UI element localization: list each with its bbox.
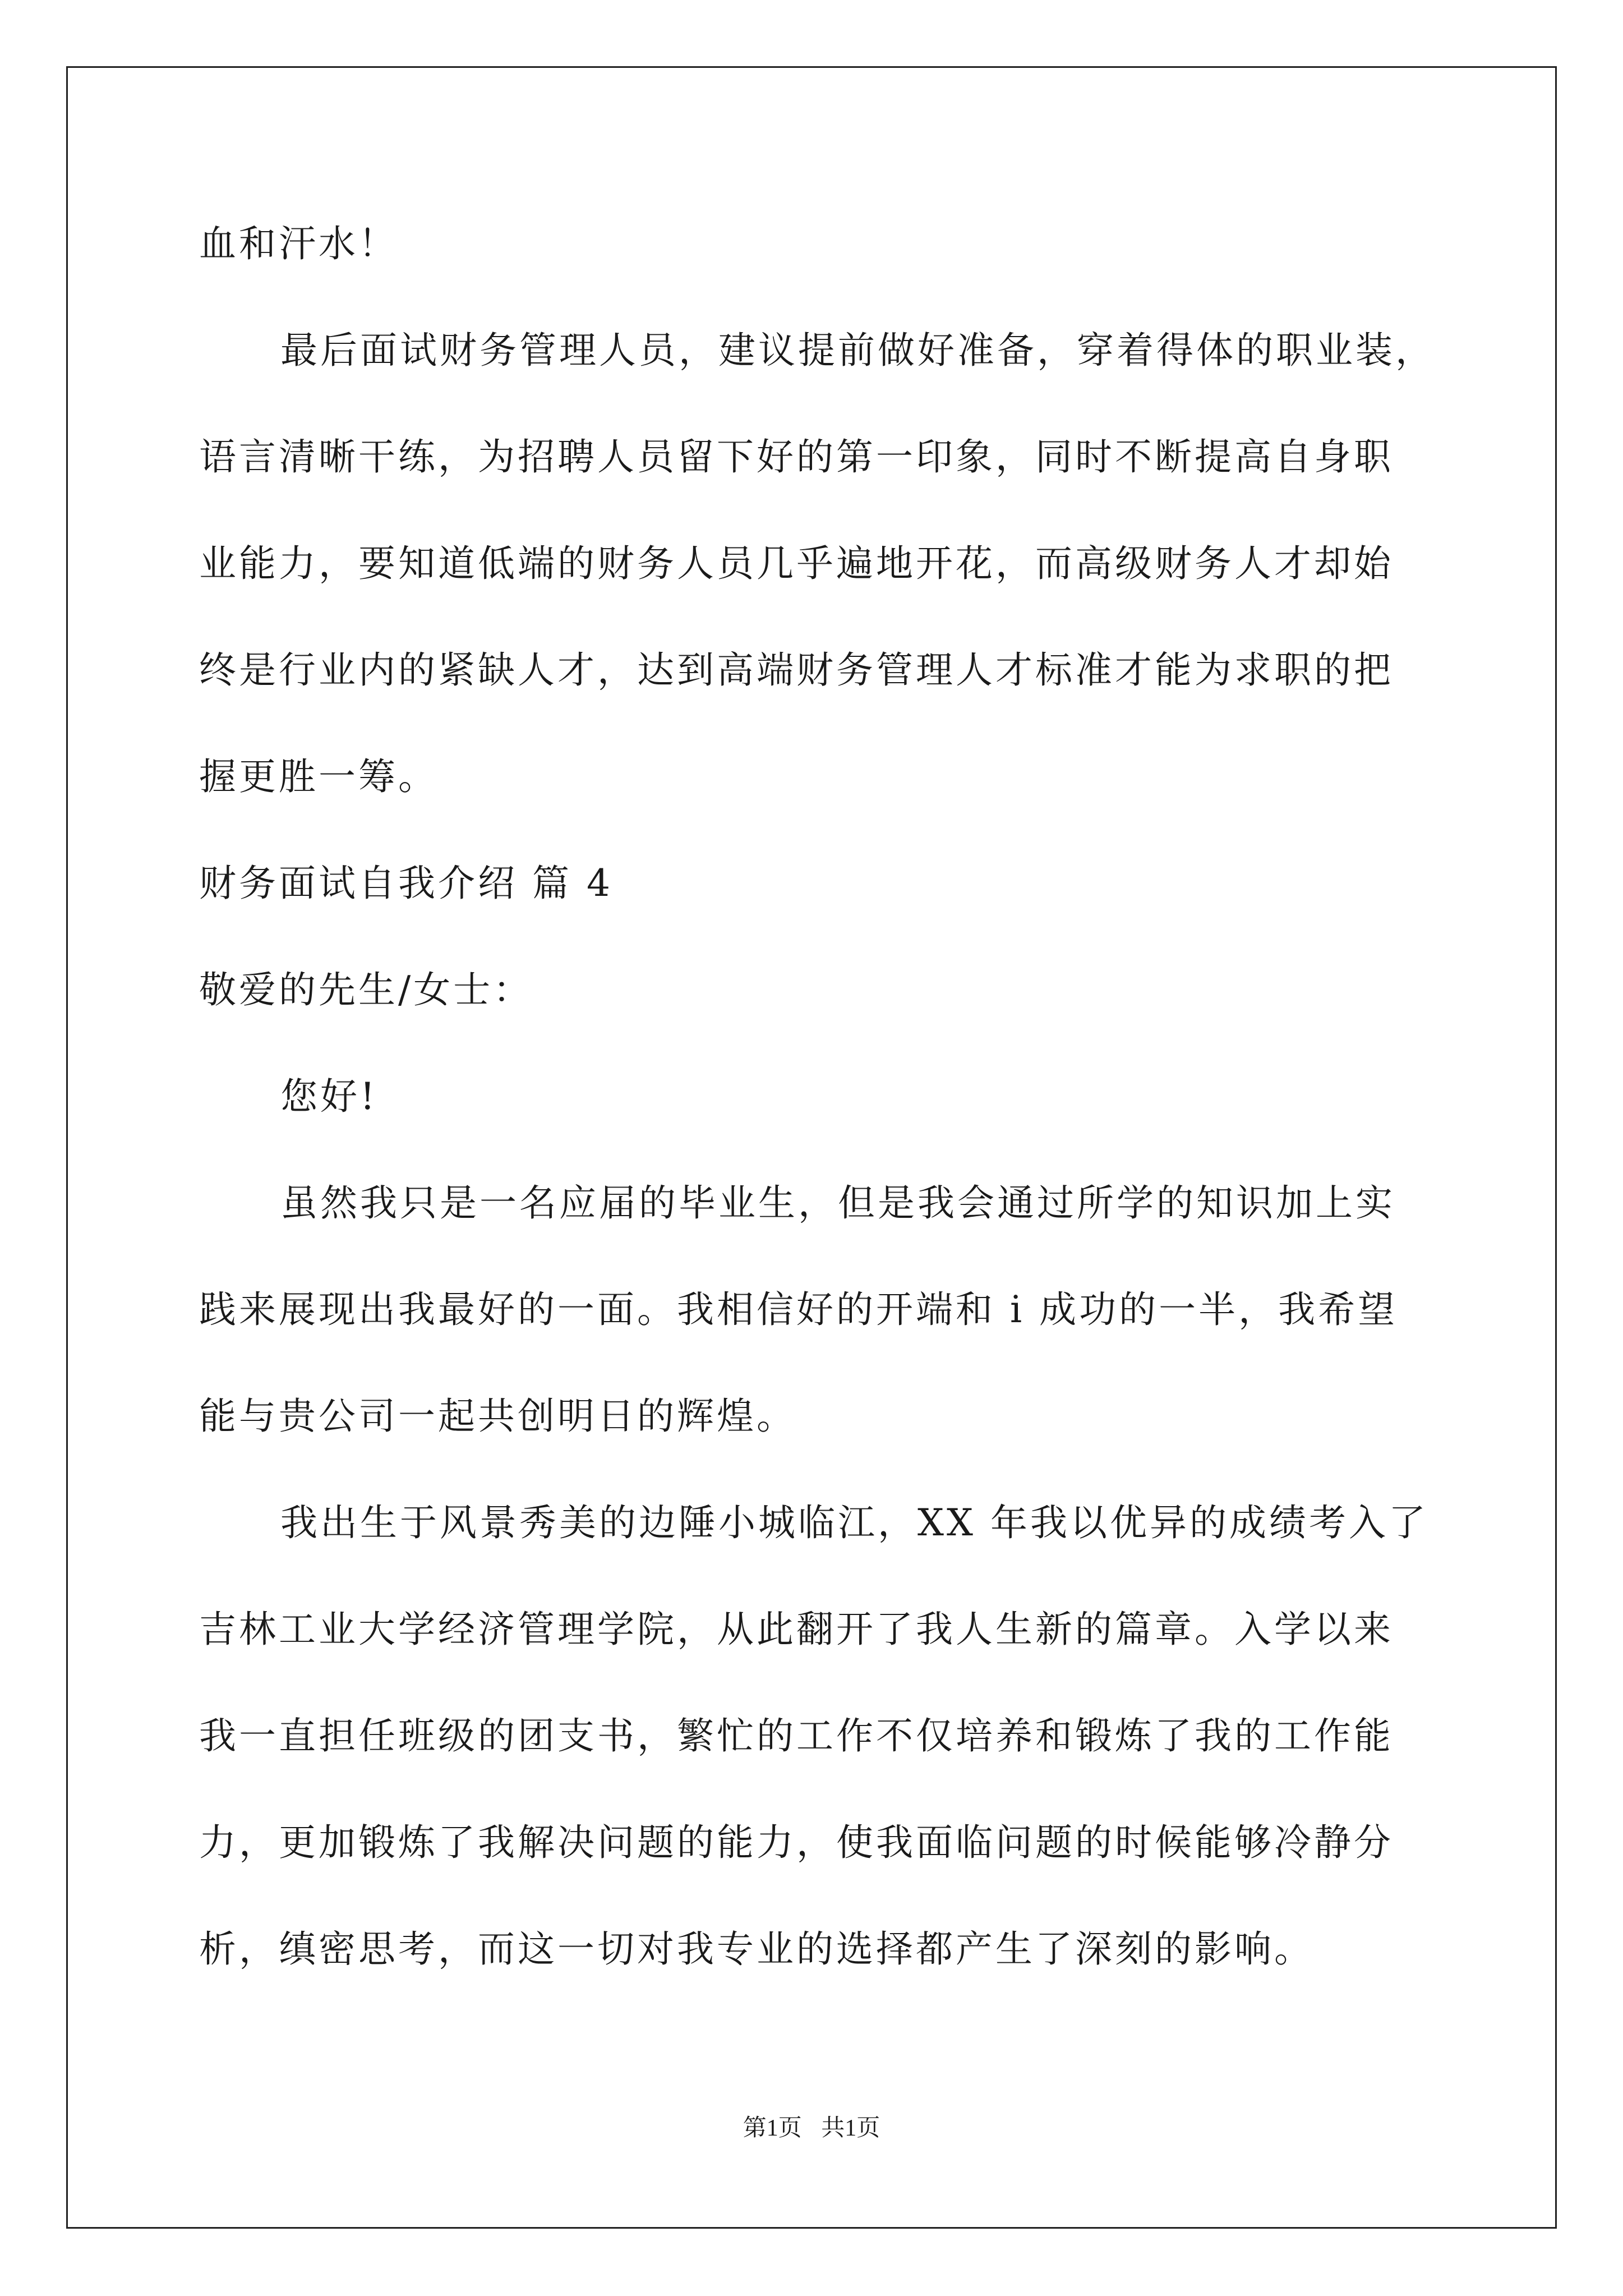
text-line: 血和汗水！: [199, 222, 398, 265]
text-line: 力，更加锻炼了我解决问题的能力，使我面临问题的时候能够冷静分: [199, 1821, 1394, 1864]
text-line: 吉林工业大学经济管理学院，从此翻开了我人生新的篇章。入学以来: [199, 1608, 1394, 1651]
text-line: 我一直担任班级的团支书，繁忙的工作不仅培养和锻炼了我的工作能: [199, 1714, 1394, 1757]
text-line: 业能力，要知道低端的财务人员几乎遍地开花，而高级财务人才却始: [199, 542, 1394, 585]
section-heading: 财务面试自我介绍 篇 4: [199, 862, 613, 905]
page-number: 第1页: [743, 2115, 802, 2141]
greeting: 您好!: [280, 1075, 378, 1118]
text-line: 我出生于风景秀美的边陲小城临江，XX 年我以优异的成绩考入了: [280, 1501, 1428, 1544]
text-line: 语言清晰干练，为招聘人员留下好的第一印象，同时不断提高自身职: [199, 435, 1394, 478]
salutation: 敬爱的先生/女士：: [199, 968, 533, 1011]
text-line: 践来展现出我最好的一面。我相信好的开端和 i 成功的一半，我希望: [199, 1288, 1398, 1331]
page-total: 共1页: [821, 2115, 880, 2141]
text-line: 终是行业内的紧缺人才，达到高端财务管理人才标准才能为求职的把: [199, 648, 1394, 692]
text-line: 析，缜密思考，而这一切对我专业的选择都产生了深刻的影响。: [199, 1927, 1314, 1971]
document-body: [199, 191, 1433, 2003]
text-line: 握更胜一筹。: [199, 755, 438, 798]
text-line: 最后面试财务管理人员，建议提前做好准备，穿着得体的职业装，: [280, 329, 1435, 372]
text-line: 虽然我只是一名应届的毕业生，但是我会通过所学的知识加上实: [280, 1181, 1395, 1225]
text-line: 能与贵公司一起共创明日的辉煌。: [199, 1395, 796, 1438]
page-footer: [0, 2109, 1623, 2143]
